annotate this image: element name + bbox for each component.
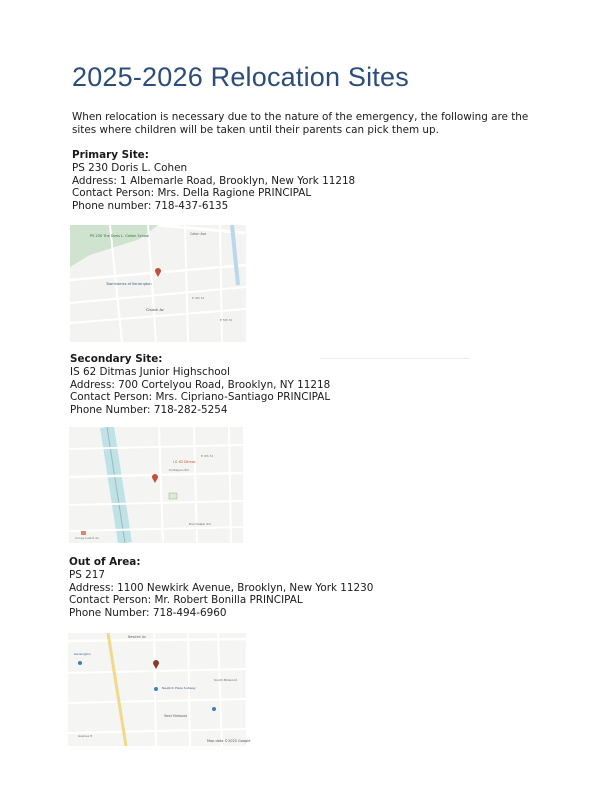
map3-transit-icon-1: [78, 661, 82, 665]
map3-label-plaza: Newkirk Plaza Subway: [162, 686, 196, 690]
out-of-area-block: [69, 556, 373, 620]
primary-site-map: [70, 225, 246, 342]
out-of-area-heading: Out of Area:: [69, 556, 141, 568]
secondary-site-contact: Contact Person: Mrs. Cipriano-Santiago PRINCIPAL: [70, 391, 331, 404]
secondary-site-block: [70, 353, 330, 417]
page-title: 2025-2026 Relocation Sites: [72, 62, 409, 92]
map3-label-kensington: Kensington: [74, 652, 91, 656]
map3-label-avenueh: Avenue H: [78, 734, 93, 738]
secondary-site-heading: Secondary Site:: [70, 353, 163, 365]
map3-label-southmidwood: South Midwood: [214, 678, 238, 682]
primary-site-contact: Contact Person: Mrs. Della Ragione PRINCIPAL: [72, 187, 312, 200]
map2-label-ditmas: I.S. 62 Ditmas: [173, 460, 196, 464]
secondary-site-name: IS 62 Ditmas Junior Highschool: [70, 365, 230, 378]
primary-site-block: [72, 149, 355, 213]
map3-label-westmidwood: West Midwood: [164, 714, 188, 718]
map1-label-townhomes: Townhomes of Kensington: [106, 282, 152, 286]
primary-site-phone: Phone number: 718-437-6135: [72, 200, 229, 213]
map2-label-dorchester: Dorchester Rd: [189, 522, 211, 526]
secondary-site-address: Address: 700 Cortelyou Road, Brooklyn, NY 11218: [70, 378, 331, 391]
faint-rule: [320, 358, 470, 359]
map2-label-e9th: E 9th St: [201, 454, 213, 458]
map3-credit: Map data ©2025 Google: [207, 739, 251, 743]
primary-site-name: PS 230 Doris L. Cohen: [72, 161, 188, 174]
map1-label-parade: PS 230 The Doris L. Cohen School: [90, 234, 150, 238]
secondary-site-phone: Phone Number: 718-282-5254: [70, 404, 228, 417]
primary-site-address: Address: 1 Albemarle Road, Brooklyn, New York 11218: [72, 174, 356, 187]
intro-paragraph: When relocation is necessary due to the nature of the emergency, the following are the sites where children will be taken until their parents can pick them up.: [72, 111, 529, 136]
out-of-area-map: [68, 633, 246, 746]
primary-site-heading: Primary Site:: [72, 149, 149, 161]
map2-label-cortelyou: Cortelyou Rd: [169, 468, 189, 472]
out-of-area-phone: Phone Number: 718-494-6960: [69, 607, 227, 620]
map1-label-e4th: E 4th St: [192, 296, 204, 300]
out-of-area-contact: Contact Person: Mr. Robert Bonilla PRINCIPAL: [69, 594, 303, 607]
map2-label-coney: Coney Island Av: [75, 536, 99, 540]
map3-transit-icon-2: [212, 707, 216, 711]
out-of-area-address: Address: 1100 Newkirk Avenue, Brooklyn, New York 11230: [69, 581, 374, 594]
secondary-site-map: [69, 427, 243, 543]
map1-label-church: Church Av: [146, 308, 164, 312]
out-of-area-name: PS 217: [69, 568, 105, 581]
map3-label-newkirk: Newkirk Av: [128, 635, 146, 639]
map3-transit-icon-3: [154, 687, 158, 691]
map1-label-caton: Caton Ave: [190, 232, 207, 236]
map1-label-e5th: E 5th St: [220, 318, 232, 322]
